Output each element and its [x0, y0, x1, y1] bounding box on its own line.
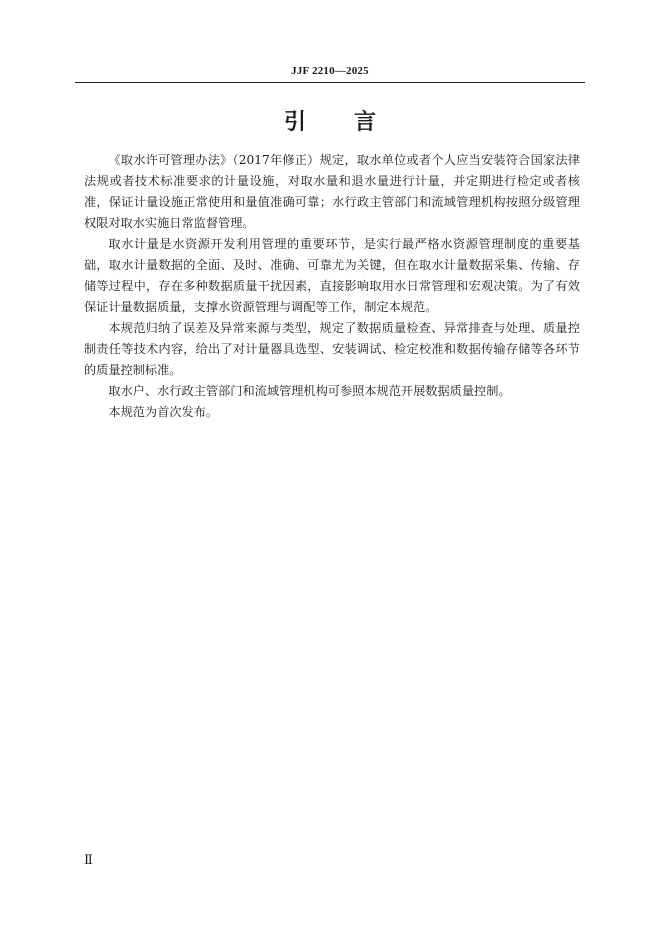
page-number: Ⅱ — [84, 852, 93, 867]
header-divider — [75, 82, 585, 83]
paragraph-3: 本规范归纳了误差及异常来源与类型，规定了数据质量检查、异常排查与处理、质量控制责任等技术内容，给出了对计量器具选型、安装调试、检定校准和数据传输存储等各环节的质量控制标准。 — [84, 321, 580, 377]
paragraph-5: 本规范为首次发布。 — [108, 405, 219, 419]
document-body — [84, 150, 580, 423]
page-title: 引言 — [283, 110, 424, 135]
paragraph-4: 取水户、水行政主管部门和流域管理机构可参照本规范开展数据质量控制。 — [108, 384, 511, 398]
document-code-header: JJF 2210—2025 — [291, 65, 369, 77]
paragraph-1: 《取水许可管理办法》（2017年修正）规定，取水单位或者个人应当安装符合国家法律法规或者技术标准要求的计量设施，对取水量和退水量进行计量，并定期进行检定或者核准，保证计量设施正常使用和量值准确可靠；水行政主管部门和流域管理机构按照分级管理权限对取水实施日常监督管理。 — [84, 153, 580, 230]
paragraph-2: 取水计量是水资源开发利用管理的重要环节，是实行最严格水资源管理制度的重要基础，取水计量数据的全面、及时、准确、可靠尤为关键，但在取水计量数据采集、传输、存储等过程中，存在多种数据质量干扰因素，直接影响取用水日常管理和宏观决策。为了有效保证计量数据质量，支撑水资源管理与调配等工作，制定本规范。 — [84, 237, 580, 314]
